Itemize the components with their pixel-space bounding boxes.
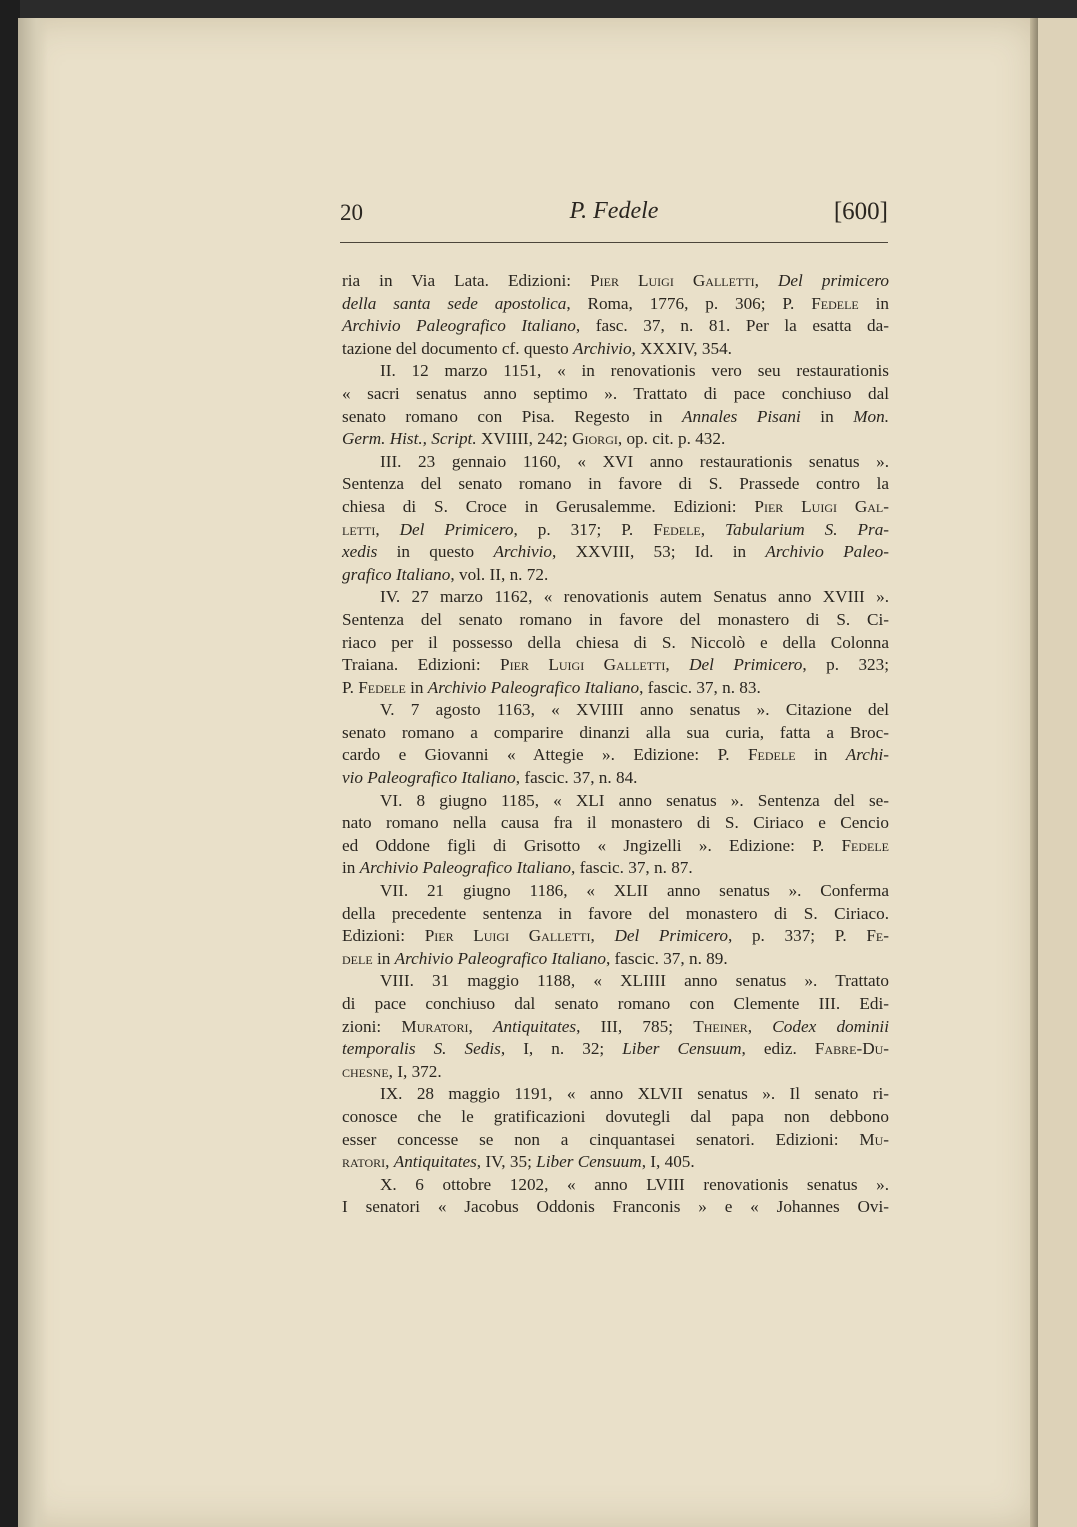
- text-line: [342, 880, 889, 903]
- text-segment: ,: [747, 1016, 773, 1036]
- text-line: [342, 1083, 889, 1106]
- text-segment: « sacri senatus anno septimo ». Trattato di pace conchiuso dal: [342, 383, 889, 403]
- text-segment: Archivio Paleo-: [765, 542, 890, 562]
- text-segment: Liber Censuum: [536, 1152, 642, 1172]
- text-segment: , p. 337; P.: [727, 926, 867, 946]
- text-segment: Sentenza del senato romano in favore del monastero di S. Ci-: [342, 609, 889, 629]
- text-segment: IX. 28 maggio 1191, « anno XLVII senatus ». Il senato ri-: [380, 1084, 889, 1104]
- running-header: [340, 196, 888, 236]
- text-segment: , p. 323;: [802, 655, 890, 675]
- text-segment: ,: [665, 655, 690, 675]
- text-segment: Pier Luigi Galletti: [424, 926, 591, 946]
- text-line: [342, 993, 889, 1016]
- text-segment: Pier Luigi Gal-: [754, 496, 889, 516]
- text-line: [342, 383, 889, 406]
- text-segment: Antiquitates: [493, 1016, 577, 1036]
- text-segment: chesne: [342, 1061, 389, 1081]
- header-rule: [340, 242, 888, 243]
- text-line: [342, 496, 889, 519]
- running-title-author: P. Fedele: [569, 198, 659, 224]
- text-line: [342, 1196, 889, 1219]
- text-segment: , I, 405.: [641, 1152, 695, 1172]
- text-segment: in: [342, 858, 360, 878]
- text-segment: Traiana. Edizioni:: [342, 655, 501, 675]
- text-segment: V. 7 agosto 1163, « XVIIII anno senatus ». Citazione del: [380, 700, 889, 720]
- text-segment: VI. 8 giugno 1185, « XLI anno senatus ». Sentenza del se-: [380, 790, 889, 810]
- scan-background: [0, 0, 20, 1527]
- text-segment: ,: [590, 926, 615, 946]
- text-segment: II. 12 marzo 1151, « in renovationis vero seu restaurationis: [380, 361, 889, 381]
- text-line: [342, 473, 889, 496]
- text-line: [342, 406, 889, 429]
- text-segment: senato romano a comparire dinanzi alla sua curia, fatta a Broc-: [342, 722, 889, 742]
- text-segment: Pier Luigi Galletti: [590, 271, 755, 290]
- text-segment: Mu-: [859, 1129, 889, 1149]
- text-line: [342, 812, 889, 835]
- text-segment: Fabre-Du-: [814, 1039, 889, 1059]
- text-line: [342, 699, 889, 722]
- text-segment: Liber Censuum: [622, 1039, 742, 1059]
- text-segment: , fascic. 37, n. 84.: [515, 768, 638, 788]
- text-segment: VII. 21 giugno 1186, « XLII anno senatus ». Conferma: [380, 881, 889, 901]
- text-segment: Fedele: [841, 835, 889, 855]
- text-segment: in: [800, 406, 854, 426]
- text-line: [342, 586, 889, 609]
- text-segment: della santa sede apostolica: [342, 293, 567, 313]
- text-segment: ria in Via Lata. Edizioni:: [342, 271, 591, 290]
- text-line: [342, 270, 889, 293]
- text-segment: Archivio Paleografico Italiano: [359, 858, 571, 878]
- text-line: [342, 767, 889, 790]
- text-line: [342, 1016, 889, 1039]
- text-segment: I senatori « Jacobus Oddonis Franconis » e « Johannes Ovi-: [342, 1197, 889, 1217]
- body-text: [342, 270, 889, 1219]
- text-segment: Pier Luigi Galletti: [500, 655, 666, 675]
- text-segment: ,: [468, 1016, 494, 1036]
- text-segment: xedis: [342, 542, 378, 562]
- text-segment: ,: [375, 519, 400, 539]
- text-segment: nato romano nella causa fra il monastero di S. Ciriaco e Cencio: [342, 813, 889, 833]
- text-segment: VIII. 31 maggio 1188, « XLIIII anno senatus ». Trattato: [380, 971, 889, 991]
- text-line: [342, 315, 889, 338]
- text-line: [342, 857, 889, 880]
- text-segment: Archivio Paleografico Italiano: [342, 316, 576, 336]
- text-segment: Del Primicero: [689, 655, 803, 675]
- text-segment: , I, 372.: [388, 1061, 442, 1081]
- text-segment: X. 6 ottobre 1202, « anno LVIII renovationis senatus ».: [380, 1174, 889, 1194]
- text-segment: Del Primicero: [614, 926, 728, 946]
- text-segment: in: [858, 293, 889, 313]
- text-line: [342, 519, 889, 542]
- text-segment: in questo: [377, 542, 494, 562]
- text-segment: zioni:: [342, 1016, 402, 1036]
- text-line: [342, 609, 889, 632]
- text-segment: III. 23 gennaio 1160, « XVI anno restaurationis senatus ».: [380, 451, 889, 471]
- text-segment: Archi-: [845, 745, 890, 765]
- text-line: [342, 970, 889, 993]
- text-segment: dele: [342, 948, 373, 968]
- text-segment: , III, 785;: [576, 1016, 694, 1036]
- adjacent-page-edge: [1038, 18, 1077, 1527]
- text-line: [342, 338, 889, 361]
- text-segment: , ediz.: [741, 1039, 815, 1059]
- text-segment: temporalis S. Sedis: [342, 1039, 501, 1059]
- text-line: [342, 677, 889, 700]
- text-line: [342, 925, 889, 948]
- text-segment: , fasc. 37, n. 81. Per la esatta da-: [575, 316, 889, 336]
- text-segment: ,: [700, 519, 726, 539]
- text-segment: ratori: [342, 1152, 386, 1172]
- text-line: [342, 632, 889, 655]
- text-segment: , Roma, 1776, p. 306; P.: [566, 293, 812, 313]
- text-segment: Fedele: [811, 293, 859, 313]
- text-line: [342, 1174, 889, 1197]
- text-segment: tazione del documento cf. questo: [342, 338, 573, 358]
- text-line: [342, 835, 889, 858]
- text-segment: , vol. II, n. 72.: [450, 564, 549, 584]
- text-segment: XVIIII, 242;: [476, 429, 573, 449]
- text-line: [342, 1106, 889, 1129]
- page-fold: [1030, 18, 1038, 1527]
- text-segment: in: [405, 677, 428, 697]
- text-segment: Edizioni:: [342, 926, 425, 946]
- text-segment: grafico Italiano: [342, 564, 451, 584]
- text-segment: ,: [754, 271, 778, 290]
- original-page-number: [600]: [833, 198, 888, 225]
- text-line: [342, 654, 889, 677]
- text-segment: riaco per il possesso della chiesa di S. Niccolò e della Colonna: [342, 632, 889, 652]
- text-segment: , fascic. 37, n. 83.: [639, 677, 761, 697]
- text-segment: ed Oddone figli di Grisotto « Jngizelli ». Edizione: P.: [342, 835, 842, 855]
- text-segment: Archivio Paleografico Italiano: [427, 677, 640, 697]
- text-segment: Archivio Paleografico Italiano: [394, 948, 606, 968]
- text-line: [342, 744, 889, 767]
- text-segment: conosce che le gratificazioni dovutegli dal papa non debbono: [342, 1106, 889, 1126]
- text-segment: Del Primicero: [399, 519, 514, 539]
- text-line: [342, 428, 889, 451]
- text-segment: Theiner: [693, 1016, 748, 1036]
- text-line: [342, 541, 889, 564]
- text-segment: P.: [342, 677, 359, 697]
- text-segment: , fascic. 37, n. 87.: [570, 858, 693, 878]
- text-segment: cardo e Giovanni « Attegie ». Edizione: P.: [342, 745, 748, 765]
- page-edge-shadow: [18, 18, 48, 1527]
- text-line: [342, 1151, 889, 1174]
- text-segment: Antiquitates: [393, 1152, 477, 1172]
- text-line: [342, 360, 889, 383]
- text-line: [342, 1129, 889, 1152]
- text-segment: Codex dominii: [772, 1016, 889, 1036]
- text-segment: della precedente sentenza in favore del monastero di S. Ciriaco.: [342, 903, 889, 923]
- text-segment: Fedele: [653, 519, 701, 539]
- text-segment: , fascic. 37, n. 89.: [605, 948, 728, 968]
- text-line: [342, 903, 889, 926]
- text-line: [342, 293, 889, 316]
- text-segment: Del primicero: [777, 271, 890, 290]
- text-line: [342, 1038, 889, 1061]
- text-segment: , XXXIV, 354.: [631, 338, 732, 358]
- text-segment: senato romano con Pisa. Regesto in: [342, 406, 682, 426]
- text-segment: IV. 27 marzo 1162, « renovationis autem Senatus anno XVIII ».: [380, 587, 889, 607]
- text-segment: in: [795, 745, 846, 765]
- text-segment: Fe-: [866, 926, 889, 946]
- text-segment: esser concesse se non a cinquantasei senatori. Edizioni:: [342, 1129, 860, 1149]
- text-segment: in: [372, 948, 395, 968]
- text-segment: Germ. Hist., Script.: [342, 429, 477, 449]
- text-segment: Sentenza del senato romano in favore di S. Prassede contro la: [342, 474, 889, 494]
- text-segment: , IV, 35;: [476, 1152, 537, 1172]
- text-segment: Mon.: [853, 406, 889, 426]
- page-number: 20: [340, 200, 363, 225]
- text-line: [342, 948, 889, 971]
- text-line: [342, 451, 889, 474]
- text-segment: vio Paleografico Italiano: [342, 768, 516, 788]
- text-segment: Tabularium S. Pra-: [725, 519, 890, 539]
- text-segment: , XXVIII, 53; Id. in: [551, 542, 766, 562]
- text-line: [342, 564, 889, 587]
- text-segment: letti: [342, 519, 376, 539]
- text-segment: Archivio: [573, 338, 632, 358]
- text-segment: chiesa di S. Croce in Gerusalemme. Edizioni:: [342, 496, 755, 516]
- text-segment: Annales Pisani: [681, 406, 801, 426]
- text-line: [342, 1061, 889, 1084]
- text-segment: ,: [385, 1152, 394, 1172]
- text-segment: di pace conchiuso dal senato romano con Clemente III. Edi-: [342, 994, 889, 1013]
- text-segment: Giorgi: [572, 429, 618, 449]
- text-segment: , p. 317; P.: [513, 519, 654, 539]
- text-segment: Archivio: [493, 542, 552, 562]
- text-segment: , op. cit. p. 432.: [617, 429, 726, 449]
- text-line: [342, 722, 889, 745]
- text-segment: , I, n. 32;: [500, 1039, 623, 1059]
- text-line: [342, 790, 889, 813]
- text-segment: Fedele: [358, 677, 406, 697]
- text-segment: Muratori: [401, 1016, 469, 1036]
- text-segment: Fedele: [747, 745, 796, 765]
